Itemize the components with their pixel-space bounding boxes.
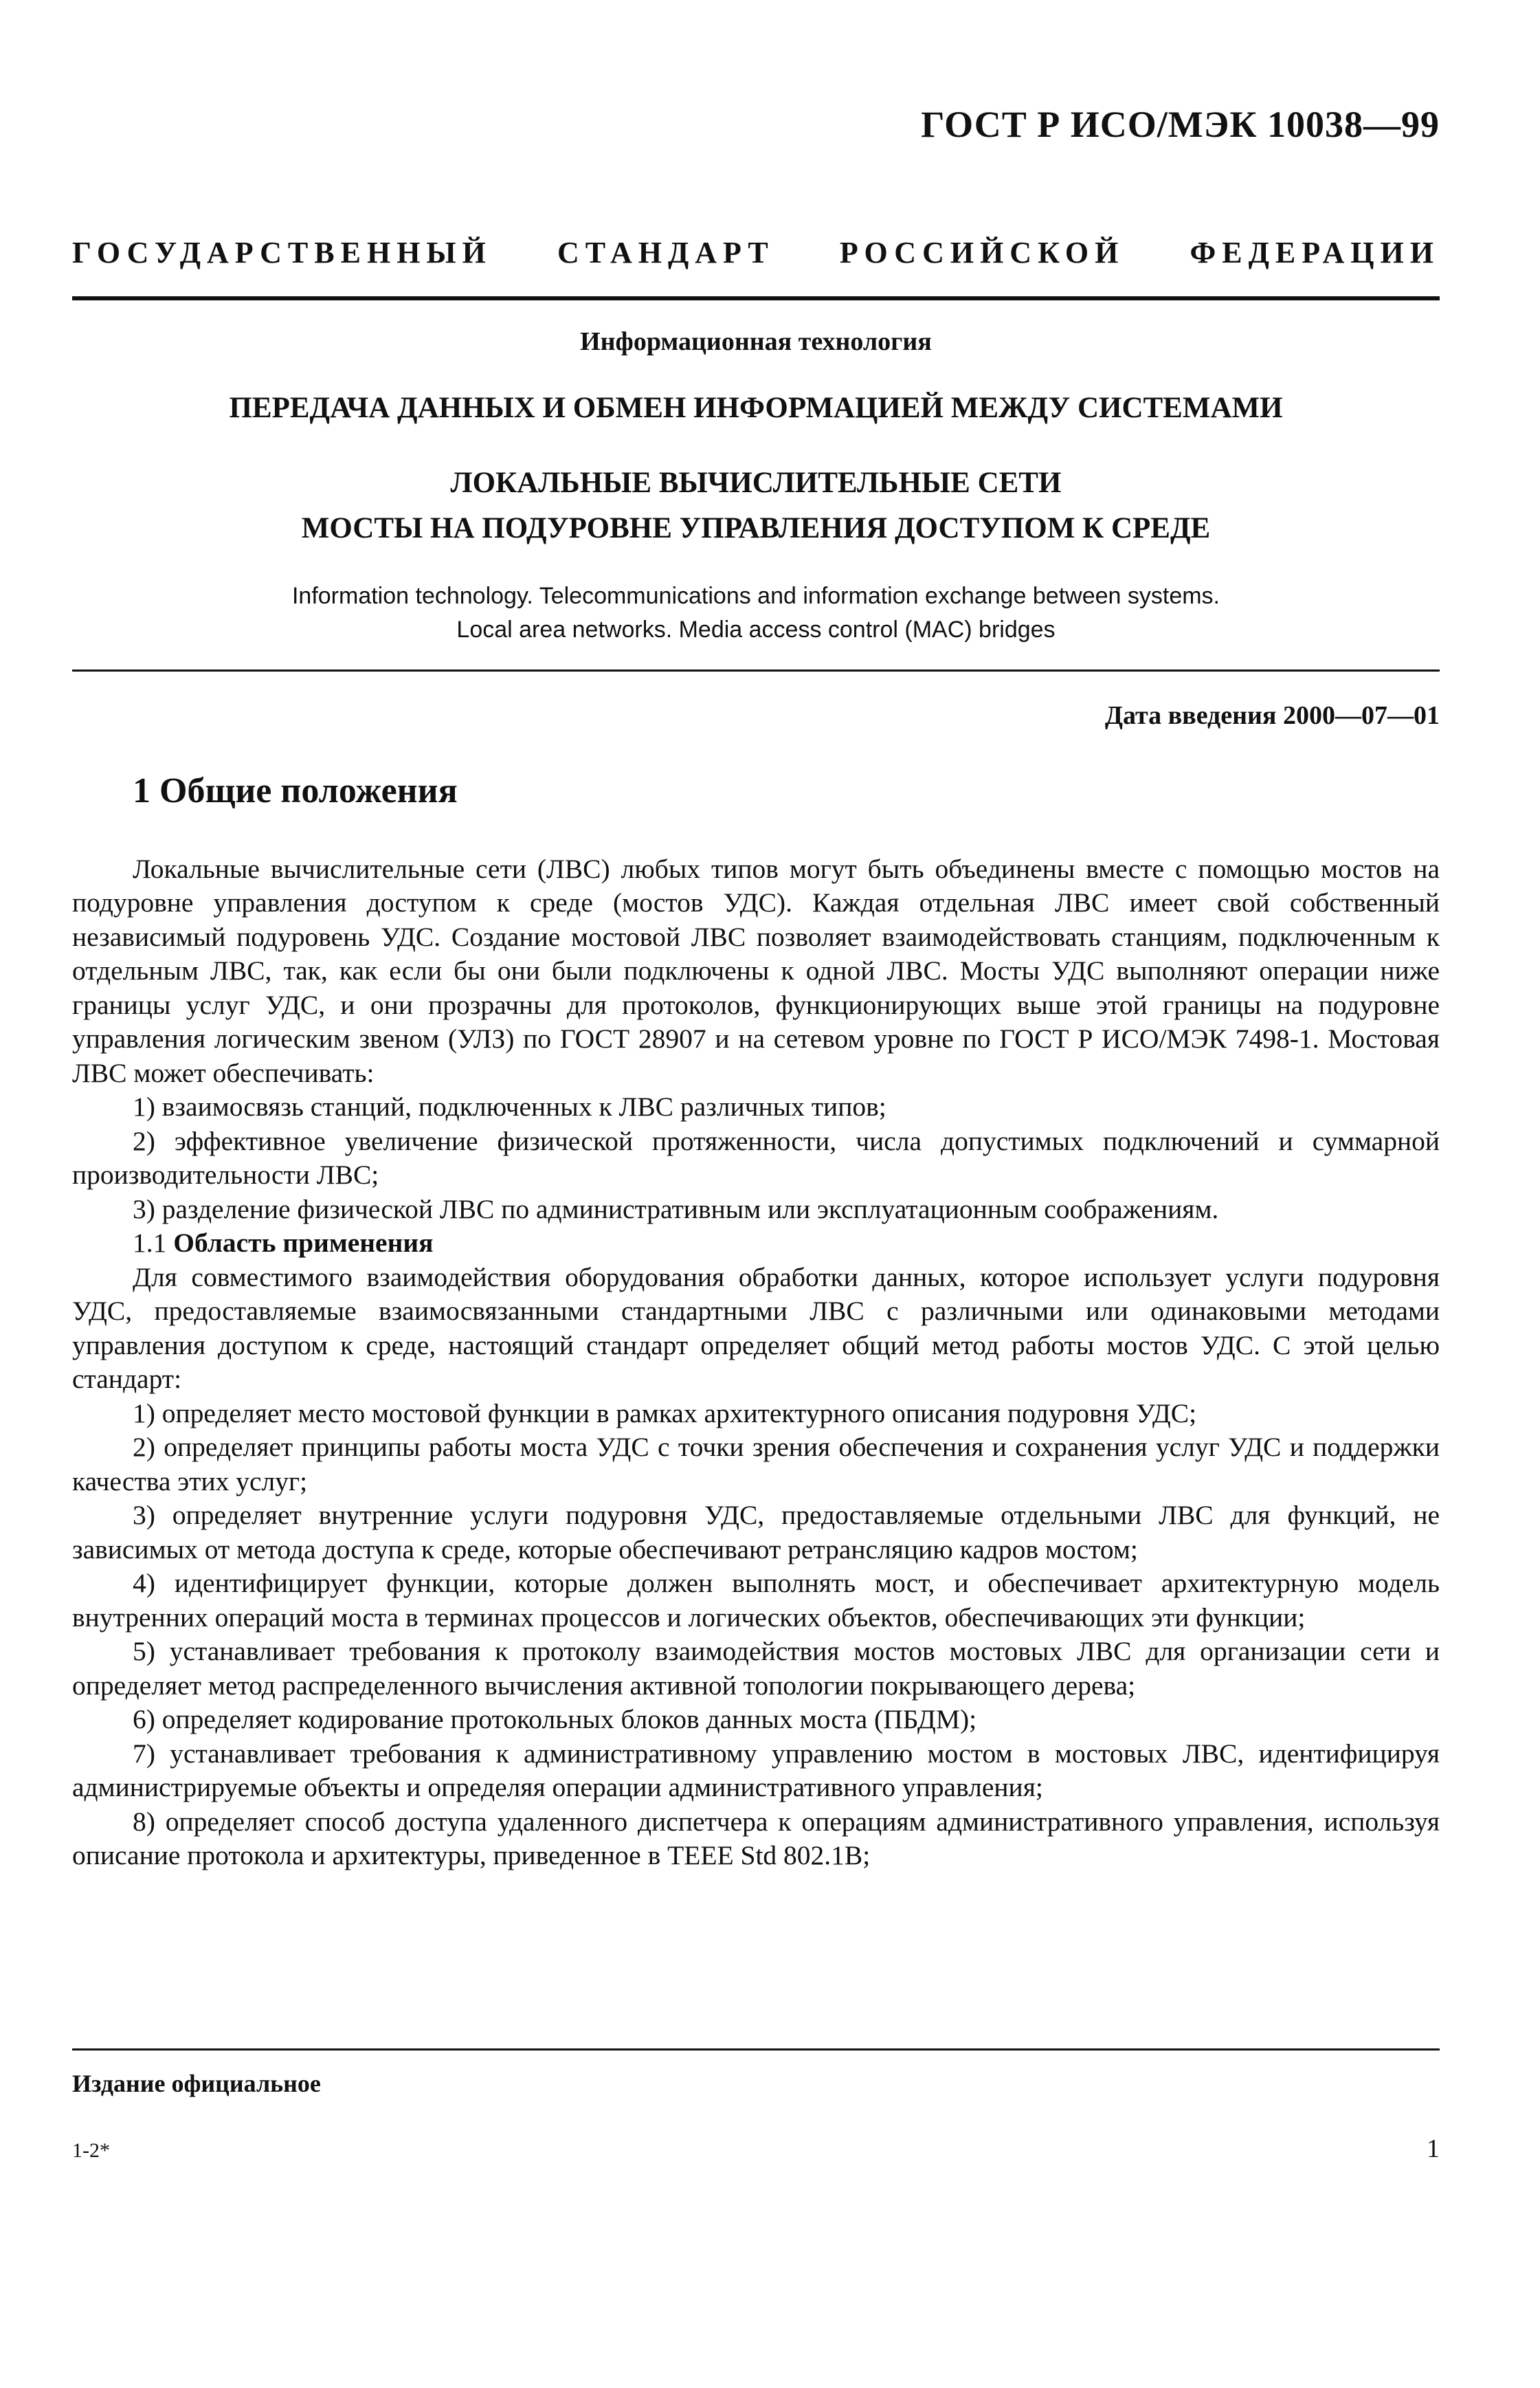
list-item: 2) эффективное увеличение физической протяженности, числа допустимых подключений и суммарной производительности ЛВС; [72, 1125, 1440, 1191]
subsection-heading [72, 1226, 1440, 1261]
edition-label: Издание официальное [72, 2070, 321, 2097]
title-line-1: ПЕРЕДАЧА ДАННЫХ И ОБМЕН ИНФОРМАЦИЕЙ МЕЖДУ СИСТЕМАМИ [229, 392, 1283, 424]
state-word: ГОСУДАРСТВЕННЫЙ [72, 236, 492, 269]
list-item: 5) устанавливает требования к протоколу взаимодействия мостов мостовых ЛВС для организации сети и определяет метод распределенного вычисления активной топологии покрывающего дерева; [72, 1636, 1440, 1701]
english-title [72, 579, 1440, 648]
paragraph: Локальные вычислительные сети (ЛВС) любых типов могут быть объединены вместе с помощью мостов на подуровне управления доступом к среде (мостов УДС). Каждая отдельная ЛВС имеет свой собственный независимый подуровень УДС. Создание мостовой ЛВС позволяет взаимодействовать станциям, подключенным к отдельным ЛВС, так, как если бы они были подключены к одной ЛВС. Мосты УДС выполняют операции ниже границы услуг УДС, и они прозрачны для протоколов, функционирующих выше этой границы на подуровне управления логическим звеном (УЛЗ) по ГОСТ 28907 и на сетевом уровне по ГОСТ Р ИСО/МЭК 7498-1. Мостовая ЛВС может обеспечивать: [72, 853, 1440, 1088]
state-word: СТАНДАРТ [557, 236, 774, 269]
section-body [72, 852, 1440, 1873]
english-title-line-2: Local area networks. Media access control (MAC) bridges [456, 617, 1056, 643]
introduction-date: Дата введения 2000—07—01 [1104, 700, 1440, 730]
list-item: 3) разделение физической ЛВС по административным или эксплуатационным соображениям. [133, 1193, 1219, 1224]
list-item: 4) идентифицирует функции, которые должен выполнять мост, и обеспечивает архитектурную модель внутренних операций моста в терминах процессов и логических объектов, обеспечивающих эти функции; [72, 1568, 1440, 1633]
english-title-line-1: Information technology. Telecommunications and information exchange between systems. [291, 582, 1220, 609]
subsection-title: Область применения [173, 1228, 434, 1259]
header-divider [72, 296, 1440, 300]
title-line-2: ЛОКАЛЬНЫЕ ВЫЧИСЛИТЕЛЬНЫЕ СЕТИ [450, 466, 1062, 499]
page-number: 1 [1427, 2134, 1440, 2163]
list-item: 7) устанавливает требования к административному управлению мостом в мостовых ЛВС, идентифицируя администрируемые объекты и определяя операции административного управления; [72, 1738, 1440, 1803]
footer-divider [72, 2048, 1440, 2050]
paragraph: Для совместимого взаимодействия оборудования обработки данных, которое использует услуги подуровня УДС, предоставляемые взаимосвязанными стандартными ЛВС с различными или одинаковыми методами управления доступом к среде, настоящий стандарт определяет общий метод работы мостов УДС. С этой целью стандарт: [72, 1261, 1440, 1395]
list-item: 2) определяет принципы работы моста УДС с точки зрения обеспечения и сохранения услуг УДС и поддержки качества этих услуг; [72, 1432, 1440, 1496]
list-item: 1) взаимосвязь станций, подключенных к ЛВС различных типов; [133, 1092, 886, 1123]
state-word: РОССИЙСКОЙ [839, 236, 1125, 269]
it-subtitle: Информационная технология [580, 327, 932, 356]
title-divider [72, 670, 1440, 672]
sheet-mark: 1-2* [72, 2139, 110, 2162]
document-page [72, 103, 1440, 1873]
list-item: 3) определяет внутренние услуги подуровня УДС, предоставляемые отдельными ЛВС для функций, не зависимых от метода доступа к среде, которые обеспечивают ретрансляцию кадров мостом; [72, 1500, 1440, 1565]
list-item: 6) определяет кодирование протокольных блоков данных моста (ПБДМ); [133, 1704, 977, 1735]
state-word: ФЕДЕРАЦИИ [1190, 236, 1440, 269]
state-standard-line [72, 235, 1440, 270]
document-id: ГОСТ Р ИСО/МЭК 10038—99 [921, 104, 1440, 145]
list-item: 8) определяет способ доступа удаленного диспетчера к операциям административного управления, используя описание протокола и архитектуры, приведенное в TEEE Std 802.1B; [72, 1806, 1440, 1871]
subsection-number: 1.1 [133, 1228, 167, 1259]
list-item: 1) определяет место мостовой функции в рамках архитектурного описания подуровня УДС; [133, 1397, 1197, 1428]
section-heading: 1 Общие положения [133, 771, 458, 810]
title-line-3: МОСТЫ НА ПОДУРОВНЕ УПРАВЛЕНИЯ ДОСТУПОМ К СРЕДЕ [301, 512, 1211, 545]
